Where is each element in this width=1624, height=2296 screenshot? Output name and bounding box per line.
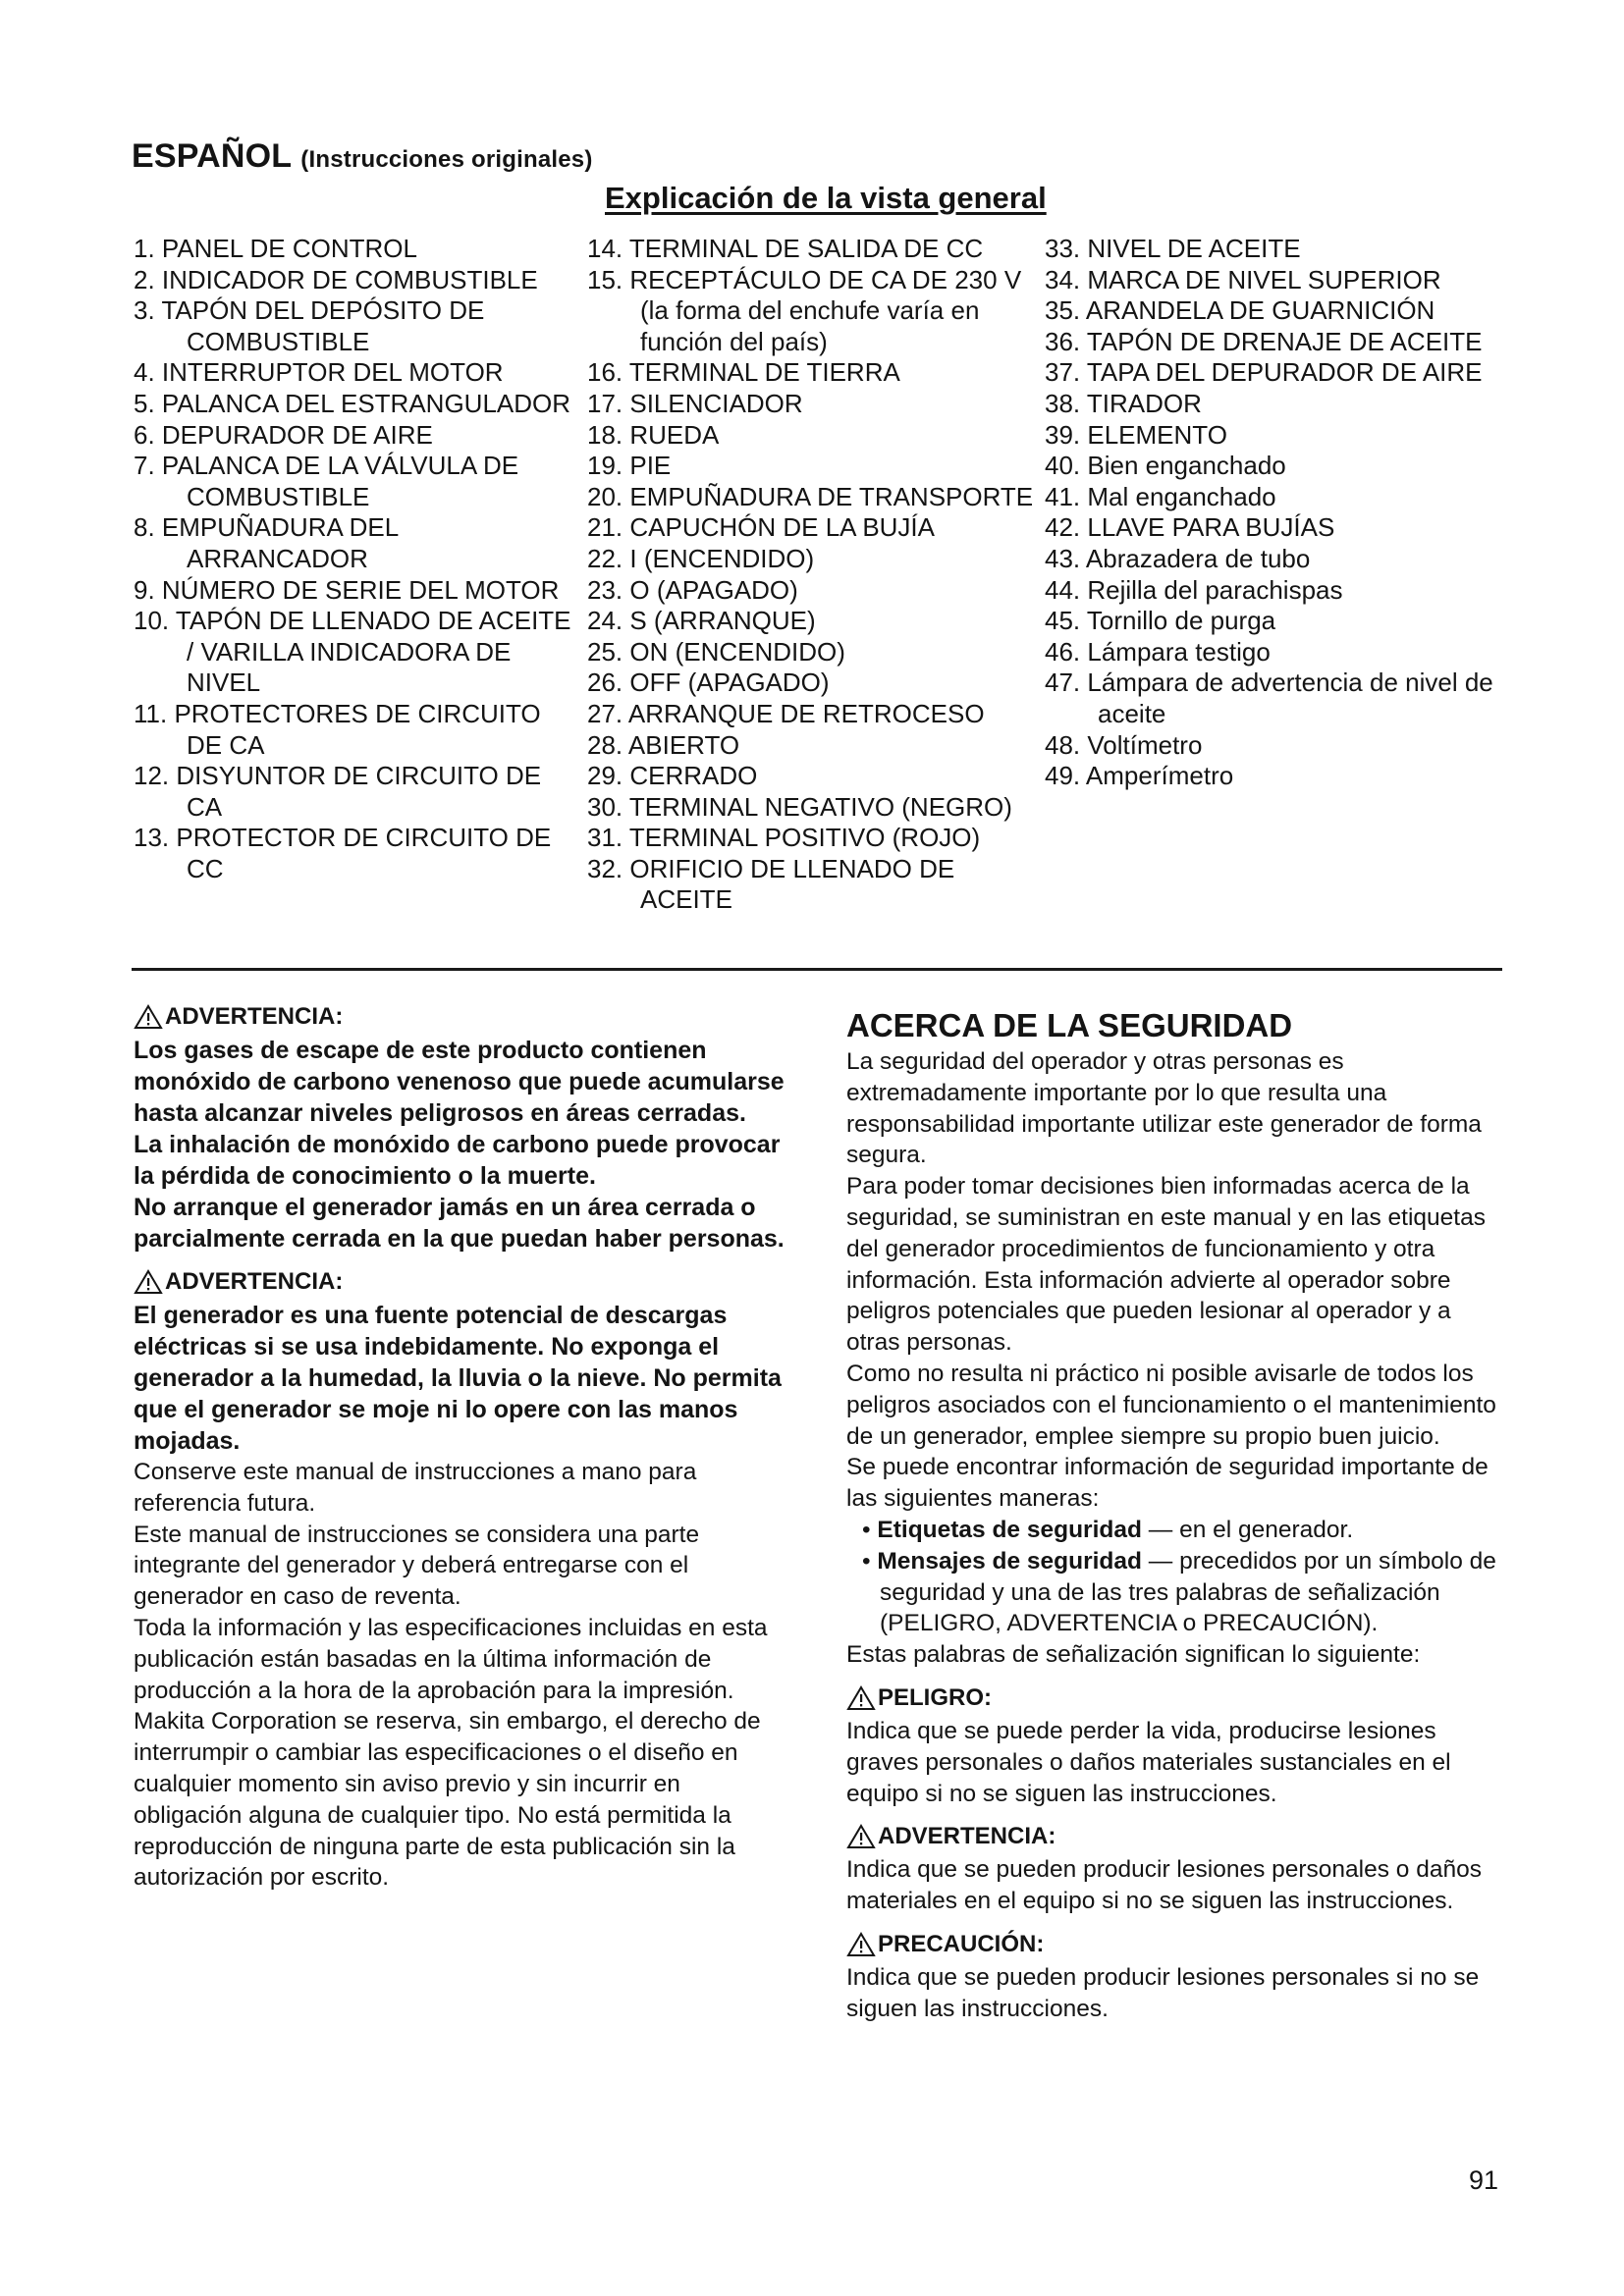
parts-list-item: 21. CAPUCHÓN DE LA BUJÍA [587, 512, 935, 543]
parts-list-item: 24. S (ARRANQUE) [587, 606, 816, 636]
parts-list-item: 41. Mal enganchado [1045, 481, 1276, 511]
body-paragraph: Como no resulta ni práctico ni posible avisarle de todos los peligros asociados con el funcionamiento o el mantenimiento de un generador, emplee siempre su propio buen juicio. [846, 1360, 1496, 1450]
caution-text: Indica que se pueden producir lesiones personales si no se siguen las instrucciones. [846, 1963, 1480, 2022]
signal-heading [846, 1931, 1502, 1958]
parts-list-item: 15. RECEPTÁCULO DE CA DE 230 V (la forma del enchufe varía en función del país) [587, 264, 1022, 356]
parts-list-item: 11. PROTECTORES DE CIRCUITO DE CA [134, 698, 541, 760]
parts-list-item: 48. Voltímetro [1045, 729, 1203, 760]
body-paragraph: La seguridad del operador y otras personas es extremadamente importante por lo que resulta una responsabilidad importante utilizar este generador de forma segura. [846, 1048, 1482, 1169]
warning-triangle-icon [846, 1685, 876, 1711]
bullet-text: — precedidos por un símbolo de seguridad y una de las tres palabras de señalización (PELIGRO, ADVERTENCIA o PRECAUCIÓN). [880, 1547, 1496, 1637]
right-column [846, 1003, 1502, 2025]
warning-text: El generador es una fuente potencial de descargas eléctricas si se usa indebidamente. No exponga el generador a la humedad, la lluvia o la nieve. No permita que el generador se moje ni lo opere con las manos mojadas. [134, 1302, 782, 1455]
warning-triangle-icon [134, 1269, 163, 1295]
safety-info-list [846, 1515, 1502, 1639]
parts-list-item: 25. ON (ENCENDIDO) [587, 636, 845, 667]
parts-list-item: 30. TERMINAL NEGATIVO (NEGRO) [587, 791, 1012, 822]
parts-list-item: 13. PROTECTOR DE CIRCUITO DE CC [134, 823, 552, 883]
parts-list-item: 32. ORIFICIO DE LLENADO DE ACEITE [587, 853, 955, 915]
parts-list-item: 5. PALANCA DEL ESTRANGULADOR [134, 388, 571, 418]
parts-list-item: 44. Rejilla del parachispas [1045, 574, 1343, 605]
list-item: • Mensajes de seguridad — precedidos por un símbolo de seguridad y una de las tres palabras de señalización (PELIGRO, ADVERTENCIA o PRECAUCIÓN). [862, 1547, 1496, 1637]
warning-text: Los gases de escape de este producto contienen monóxido de carbono venenoso que puede acumularse hasta alcanzar niveles peligrosos en áreas cerradas. [134, 1037, 785, 1127]
parts-list-item: 4. INTERRUPTOR DEL MOTOR [134, 357, 504, 388]
safety-section-title: ACERCA DE LA SEGURIDAD [846, 1007, 1293, 1043]
caution-block [846, 1931, 1502, 2025]
bullet-bold-label: Etiquetas de seguridad [877, 1516, 1142, 1543]
language-heading [132, 137, 593, 176]
signal-heading [846, 1684, 1502, 1712]
page-number: 91 [1469, 2165, 1499, 2195]
parts-list-item: 46. Lámpara testigo [1045, 636, 1271, 667]
warning-text: La inhalación de monóxido de carbono puede provocar la pérdida de conocimiento o la muerte. [134, 1131, 781, 1190]
parts-list-item: 28. ABIERTO [587, 729, 740, 760]
parts-list-item: 36. TAPÓN DE DRENAJE DE ACEITE [1045, 326, 1483, 356]
parts-list-item: 49. Amperímetro [1045, 761, 1234, 791]
warning-triangle-icon [134, 1004, 163, 1030]
parts-list-item: 22. I (ENCENDIDO) [587, 543, 815, 573]
warning-triangle-icon [846, 1932, 876, 1957]
warning-triangle-icon [846, 1824, 876, 1849]
parts-list-item: 9. NÚMERO DE SERIE DEL MOTOR [134, 574, 560, 605]
parts-list-item: 34. MARCA DE NIVEL SUPERIOR [1045, 264, 1441, 294]
section-divider [132, 968, 1502, 971]
parts-list-item: 27. ARRANQUE DE RETROCESO [587, 698, 985, 728]
parts-list-item: 47. Lámpara de advertencia de nivel de aceite [1045, 667, 1493, 728]
warning-label: ADVERTENCIA: [165, 1268, 344, 1295]
parts-list-item: 12. DISYUNTOR DE CIRCUITO DE CA [134, 761, 542, 822]
section-title: Explicación de la vista general [605, 181, 1047, 215]
body-paragraph: Conserve este manual de instrucciones a mano para referencia futura. [134, 1459, 697, 1517]
parts-list-item: 40. Bien enganchado [1045, 451, 1286, 481]
parts-list-item: 45. Tornillo de purga [1045, 606, 1276, 636]
parts-list-column-1 [134, 234, 575, 884]
caution-label: PRECAUCIÓN: [878, 1930, 1045, 1957]
parts-list-item: 19. PIE [587, 451, 672, 481]
body-paragraph: Estas palabras de señalización significan lo siguiente: [846, 1641, 1421, 1669]
parts-list-item: 17. SILENCIADOR [587, 388, 803, 418]
warning-text: Indica que se pueden producir lesiones personales o daños materiales en el equipo si no se siguen las instrucciones. [846, 1856, 1482, 1915]
body-paragraph: Se puede encontrar información de seguridad importante de las siguientes maneras: [846, 1454, 1489, 1513]
list-item: • Etiquetas de seguridad — en el generador. [862, 1516, 1354, 1543]
language-note: (Instrucciones originales) [300, 146, 593, 173]
danger-label: PELIGRO: [878, 1683, 993, 1711]
warning-text: No arranque el generador jamás en un área cerrada o parcialmente cerrada en la que puedan haber personas. [134, 1194, 785, 1253]
danger-text: Indica que se puede perder la vida, producirse lesiones graves personales o daños materiales sustanciales en el equipo si no se siguen las instrucciones. [846, 1717, 1451, 1807]
parts-list-item: 29. CERRADO [587, 761, 758, 791]
parts-list-item: 7. PALANCA DE LA VÁLVULA DE COMBUSTIBLE [134, 451, 519, 511]
body-paragraph: Este manual de instrucciones se considera una parte integrante del generador y deberá entregarse con el generador en caso de reventa. [134, 1521, 700, 1611]
parts-list-item: 3. TAPÓN DEL DEPÓSITO DE COMBUSTIBLE [134, 295, 485, 356]
parts-list-item: 20. EMPUÑADURA DE TRANSPORTE [587, 481, 1034, 511]
warning-heading [134, 1268, 789, 1296]
bullet-text: — en el generador. [1141, 1516, 1354, 1543]
parts-list-item: 42. LLAVE PARA BUJÍAS [1045, 512, 1335, 543]
language-label: ESPAÑOL [132, 137, 292, 175]
parts-list-column-2 [587, 234, 1039, 916]
parts-list-item: 31. TERMINAL POSITIVO (ROJO) [587, 823, 981, 853]
parts-list-item: 26. OFF (APAGADO) [587, 667, 830, 698]
parts-list-item: 14. TERMINAL DE SALIDA DE CC [587, 234, 984, 263]
parts-list-item: 43. Abrazadera de tubo [1045, 543, 1311, 573]
parts-list-item: 39. ELEMENTO [1045, 419, 1227, 450]
parts-list-item: 35. ARANDELA DE GUARNICIÓN [1045, 295, 1435, 326]
parts-list-item: 6. DEPURADOR DE AIRE [134, 419, 433, 450]
body-paragraph: Toda la información y las especificaciones incluidas en esta publicación están basadas en la última información de producción a la hora de la aprobación para la impresión. Makita Corporation se reserva, sin embargo, el derecho de interrumpir o cambiar las especificaciones o el diseño en cualquier momento sin aviso previo y sin incurrir en obligación alguna de cualquier tipo. No está permitida la reproducción de ninguna parte de esta publicación sin la autorización por escrito. [134, 1614, 768, 1892]
parts-list-item: 33. NIVEL DE ACEITE [1045, 234, 1301, 263]
signal-heading [846, 1823, 1502, 1850]
parts-list-item: 18. RUEDA [587, 419, 720, 450]
warning-heading [134, 1003, 789, 1031]
parts-list-item: 38. TIRADOR [1045, 388, 1202, 418]
parts-list-item: 1. PANEL DE CONTROL [134, 234, 417, 263]
parts-list-item: 2. INDICADOR DE COMBUSTIBLE [134, 264, 538, 294]
parts-list-item: 16. TERMINAL DE TIERRA [587, 357, 900, 388]
parts-list-column-3 [1045, 234, 1516, 792]
parts-list-item: 37. TAPA DEL DEPURADOR DE AIRE [1045, 357, 1483, 388]
left-column [134, 1003, 789, 1894]
parts-list-item: 8. EMPUÑADURA DEL ARRANCADOR [134, 512, 399, 573]
warning-label: ADVERTENCIA: [878, 1823, 1056, 1850]
warning-label: ADVERTENCIA: [165, 1003, 344, 1030]
bullet-bold-label: Mensajes de seguridad [877, 1547, 1142, 1575]
body-paragraph: Para poder tomar decisiones bien informadas acerca de la seguridad, se suministran en este manual y en las etiquetas del generador procedimientos de funcionamiento y otra información. Esta información advierte al operador sobre peligros potenciales que pueden lesionar al operador y a otras personas. [846, 1173, 1486, 1357]
danger-block [846, 1684, 1502, 1809]
parts-list-item: 10. TAPÓN DE LLENADO DE ACEITE / VARILLA INDICADORA DE NIVEL [134, 606, 571, 698]
parts-list-item: 23. O (APAGADO) [587, 574, 798, 605]
warning-block [846, 1823, 1502, 1917]
